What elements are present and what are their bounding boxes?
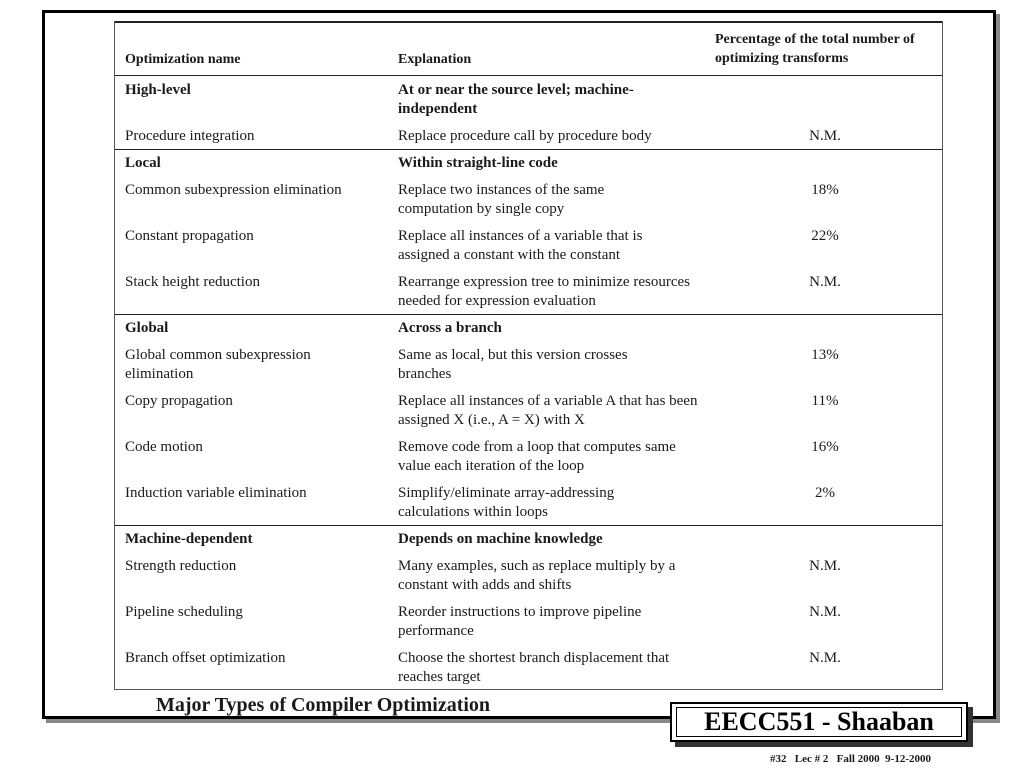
table-row-code-motion: Code motion <box>125 439 203 455</box>
group-name-machine-dependent: Machine-dependent <box>125 531 253 547</box>
group-divider <box>115 314 942 315</box>
table-row-global-common-subexpression-elimination: Global common subexpression elimination <box>125 347 311 382</box>
percentage-branch-offset-optimization: N.M. <box>809 650 841 666</box>
group-name-high-level: High-level <box>125 82 191 98</box>
percentage-copy-propagation: 11% <box>811 393 839 409</box>
table-row-induction-variable-elimination: Induction variable elimination <box>125 485 307 501</box>
table-row-strength-reduction: Strength reduction <box>125 558 237 574</box>
slide-caption: Major Types of Compiler Optimization <box>156 694 491 716</box>
percentage-stack-height-reduction: N.M. <box>809 274 841 290</box>
percentage-global-common-subexpression-elimination: 13% <box>811 347 839 363</box>
percentage-pipeline-scheduling: N.M. <box>809 604 841 620</box>
explanation-induction-variable-elimination: Simplify/eliminate array-addressing calculations within loops <box>398 485 615 520</box>
group-divider <box>115 149 942 150</box>
optimization-table <box>114 21 943 690</box>
explanation-branch-offset-optimization: Choose the shortest branch displacement that reaches target <box>398 650 670 685</box>
group-name-global: Global <box>125 320 169 336</box>
group-name-local: Local <box>125 155 161 171</box>
group-explanation-high-level: At or near the source level; machine-independent <box>398 82 634 117</box>
explanation-procedure-integration: Replace procedure call by procedure body <box>398 128 652 144</box>
course-badge-inner <box>676 707 962 737</box>
explanation-stack-height-reduction: Rearrange expression tree to minimize resources needed for expression evaluation <box>398 274 690 309</box>
header-explanation: Explanation <box>398 52 472 67</box>
percentage-code-motion: 16% <box>811 439 839 455</box>
group-explanation-machine-dependent: Depends on machine knowledge <box>398 531 603 547</box>
table-row-common-subexpression-elimination: Common subexpression elimination <box>125 182 342 198</box>
percentage-strength-reduction: N.M. <box>809 558 841 574</box>
table-row-branch-offset-optimization: Branch offset optimization <box>125 650 286 666</box>
course-badge-label: EECC551 - Shaaban <box>704 707 934 736</box>
group-explanation-global: Across a branch <box>398 320 502 336</box>
group-explanation-local: Within straight-line code <box>398 155 558 171</box>
table-row-pipeline-scheduling: Pipeline scheduling <box>125 604 243 620</box>
header-optimization-name: Optimization name <box>125 52 241 67</box>
table-row-copy-propagation: Copy propagation <box>125 393 233 409</box>
explanation-copy-propagation: Replace all instances of a variable A that has been assigned X (i.e., A = X) with X <box>398 393 698 428</box>
explanation-common-subexpression-elimination: Replace two instances of the same computation by single copy <box>398 182 605 217</box>
explanation-pipeline-scheduling: Reorder instructions to improve pipeline performance <box>398 604 642 639</box>
table-row-stack-height-reduction: Stack height reduction <box>125 274 260 290</box>
explanation-strength-reduction: Many examples, such as replace multiply by a constant with adds and shifts <box>398 558 676 593</box>
table-row-constant-propagation: Constant propagation <box>125 228 254 244</box>
explanation-constant-propagation: Replace all instances of a variable that is assigned a constant with the constant <box>398 228 643 263</box>
percentage-constant-propagation: 22% <box>811 228 839 244</box>
group-divider <box>115 525 942 526</box>
table-row-procedure-integration: Procedure integration <box>125 128 255 144</box>
percentage-induction-variable-elimination: 2% <box>815 485 835 501</box>
slide-footer: #32 Lec # 2 Fall 2000 9-12-2000 <box>770 753 932 765</box>
explanation-global-common-subexpression-elimination: Same as local, but this version crosses branches <box>398 347 628 382</box>
table-header <box>115 21 942 76</box>
percentage-procedure-integration: N.M. <box>809 128 841 144</box>
course-badge <box>670 702 968 742</box>
percentage-common-subexpression-elimination: 18% <box>811 182 839 198</box>
header-percentage: Percentage of the total number of optimizing transforms <box>715 32 915 66</box>
explanation-code-motion: Remove code from a loop that computes same value each iteration of the loop <box>398 439 676 474</box>
